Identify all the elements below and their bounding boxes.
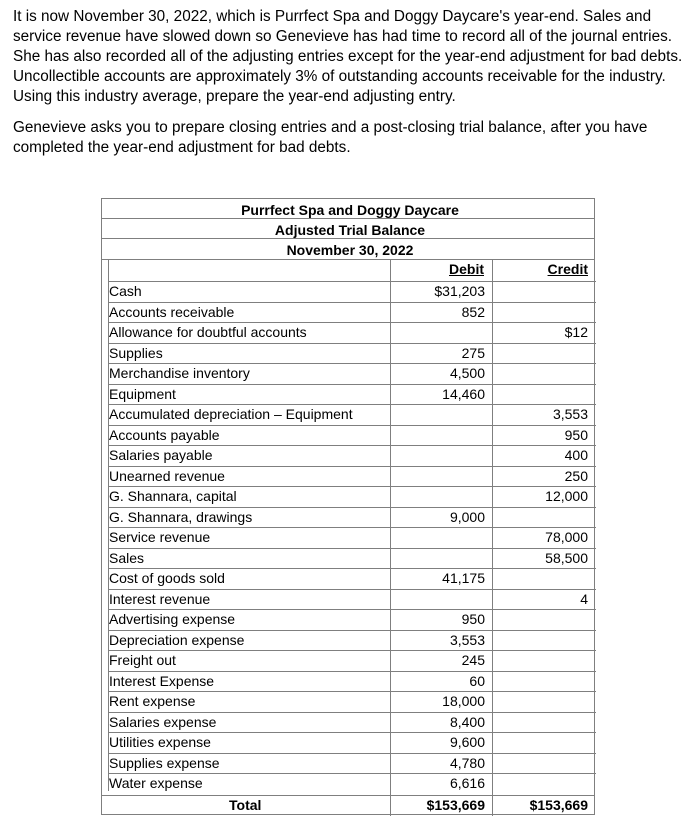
debit-amount: 275 <box>461 344 485 361</box>
table-row <box>102 425 594 446</box>
row-rule <box>108 630 596 631</box>
adjusted-trial-balance-table <box>101 198 595 815</box>
table-row <box>102 589 594 610</box>
account-name: Salaries payable <box>109 447 213 463</box>
table-row <box>102 527 594 548</box>
table-row <box>102 732 594 753</box>
debit-amount: 4,780 <box>449 754 485 771</box>
table-row <box>102 302 594 323</box>
table-row <box>102 712 594 733</box>
account-name: Depreciation expense <box>109 631 245 648</box>
table-row <box>102 404 594 425</box>
table-row <box>102 671 594 692</box>
table-row <box>102 343 594 364</box>
table-row <box>102 691 594 712</box>
table-row <box>102 507 594 528</box>
table-row <box>102 609 594 630</box>
statement-title: Adjusted Trial Balance <box>274 222 426 238</box>
account-name: Merchandise inventory <box>109 365 250 381</box>
total-label: Total <box>229 797 262 813</box>
row-rule <box>108 384 596 385</box>
header-rule <box>102 218 594 219</box>
credit-amount: 12,000 <box>545 488 588 504</box>
table-row <box>102 363 594 384</box>
table-header <box>102 199 594 259</box>
table-row <box>102 630 594 651</box>
debit-amount: 852 <box>461 303 485 320</box>
row-rule <box>108 671 596 672</box>
table-row <box>102 548 594 569</box>
row-rule <box>108 548 596 549</box>
debit-amount: 3,553 <box>449 631 485 648</box>
debit-column-header: Debit <box>449 261 484 277</box>
table-row <box>102 281 594 302</box>
row-rule <box>108 753 596 754</box>
debit-amount: 14,460 <box>442 385 485 402</box>
account-name: Cash <box>109 283 142 299</box>
total-debit: $153,669 <box>426 797 485 813</box>
row-rule <box>108 486 596 487</box>
statement-date: November 30, 2022 <box>286 242 414 258</box>
row-rule <box>108 527 596 528</box>
account-name: Interest revenue <box>109 590 211 607</box>
row-rule <box>108 507 596 508</box>
account-name: Advertising expense <box>109 611 236 627</box>
debit-amount: 9,600 <box>449 734 485 750</box>
debit-amount: 950 <box>461 611 485 627</box>
debit-amount: 9,000 <box>449 508 485 525</box>
debit-amount: $31,203 <box>434 283 485 299</box>
account-name: Rent expense <box>109 693 196 709</box>
account-name: G. Shannara, drawings <box>109 508 253 525</box>
debit-amount: 60 <box>469 672 485 689</box>
total-row <box>102 795 594 816</box>
credit-amount: 950 <box>564 426 588 443</box>
credit-amount: 3,553 <box>552 406 588 422</box>
credit-amount: 250 <box>564 467 588 484</box>
account-name: Utilities expense <box>109 734 211 750</box>
row-rule <box>108 650 596 651</box>
account-name: Accumulated depreciation – Equipment <box>109 406 353 422</box>
table-row <box>102 486 594 507</box>
account-name: Allowance for doubtful accounts <box>109 324 307 340</box>
credit-amount: $12 <box>564 324 588 340</box>
table-row <box>102 466 594 487</box>
table-row <box>102 384 594 405</box>
credit-column-header: Credit <box>547 261 588 277</box>
account-name: Unearned revenue <box>109 467 225 484</box>
row-rule <box>108 589 596 590</box>
account-name: G. Shannara, capital <box>109 488 237 504</box>
table-row <box>102 753 594 774</box>
account-name: Water expense <box>109 775 203 791</box>
account-name: Salaries expense <box>109 713 217 730</box>
total-credit: $153,669 <box>529 797 588 813</box>
account-name: Accounts receivable <box>109 303 235 320</box>
debit-amount: 18,000 <box>442 693 485 709</box>
account-name: Service revenue <box>109 529 211 545</box>
table-row <box>102 773 594 794</box>
credit-amount: 400 <box>564 447 588 463</box>
row-rule <box>108 712 596 713</box>
credit-amount: 4 <box>580 590 588 607</box>
account-name: Equipment <box>109 385 176 402</box>
row-rule <box>108 425 596 426</box>
row-rule <box>108 302 596 303</box>
debit-amount: 8,400 <box>449 713 485 730</box>
debit-amount: 41,175 <box>442 570 485 586</box>
account-name: Supplies expense <box>109 754 220 771</box>
row-rule <box>108 732 596 733</box>
credit-amount: 58,500 <box>545 549 588 566</box>
account-name: Interest Expense <box>109 672 215 689</box>
task-paragraph: Genevieve asks you to prepare closing entries and a post-closing trial balance, after you have completed the year-end adjustment for bad debts. <box>13 119 648 156</box>
account-name: Supplies <box>109 344 163 361</box>
row-rule <box>108 343 596 344</box>
header-rule <box>102 238 594 239</box>
debit-amount: 6,616 <box>449 775 485 791</box>
row-rule <box>108 773 596 774</box>
row-rule <box>108 404 596 405</box>
row-rule <box>108 322 596 323</box>
table-row <box>102 322 594 343</box>
row-rule <box>108 568 596 569</box>
row-rule <box>108 363 596 364</box>
account-name: Accounts payable <box>109 426 220 443</box>
table-row <box>102 568 594 589</box>
row-rule <box>108 691 596 692</box>
table-row <box>102 445 594 466</box>
company-name: Purrfect Spa and Doggy Daycare <box>241 202 459 218</box>
header-rule <box>102 259 594 260</box>
debit-amount: 4,500 <box>449 365 485 381</box>
account-name: Cost of goods sold <box>109 570 225 586</box>
account-name: Sales <box>109 549 145 566</box>
row-rule <box>108 445 596 446</box>
credit-amount: 78,000 <box>545 529 588 545</box>
debit-amount: 245 <box>461 652 485 668</box>
row-rule <box>108 281 596 282</box>
row-rule <box>108 466 596 467</box>
table-row <box>102 650 594 671</box>
intro-paragraph: It is now November 30, 2022, which is Purrfect Spa and Doggy Daycare's year-end. Sales and service revenue have slowed down so Genevieve has had time to record all of the journal entries. She has also recorded all of the adjusting entries except for the year-end adjustment for bad debts. Uncollectible accounts are approximately 3% of outstanding accounts receivable for the industry. Using this industry average, prepare the year-end adjusting entry. <box>13 8 683 105</box>
row-rule <box>108 609 596 610</box>
account-name: Freight out <box>109 652 176 668</box>
